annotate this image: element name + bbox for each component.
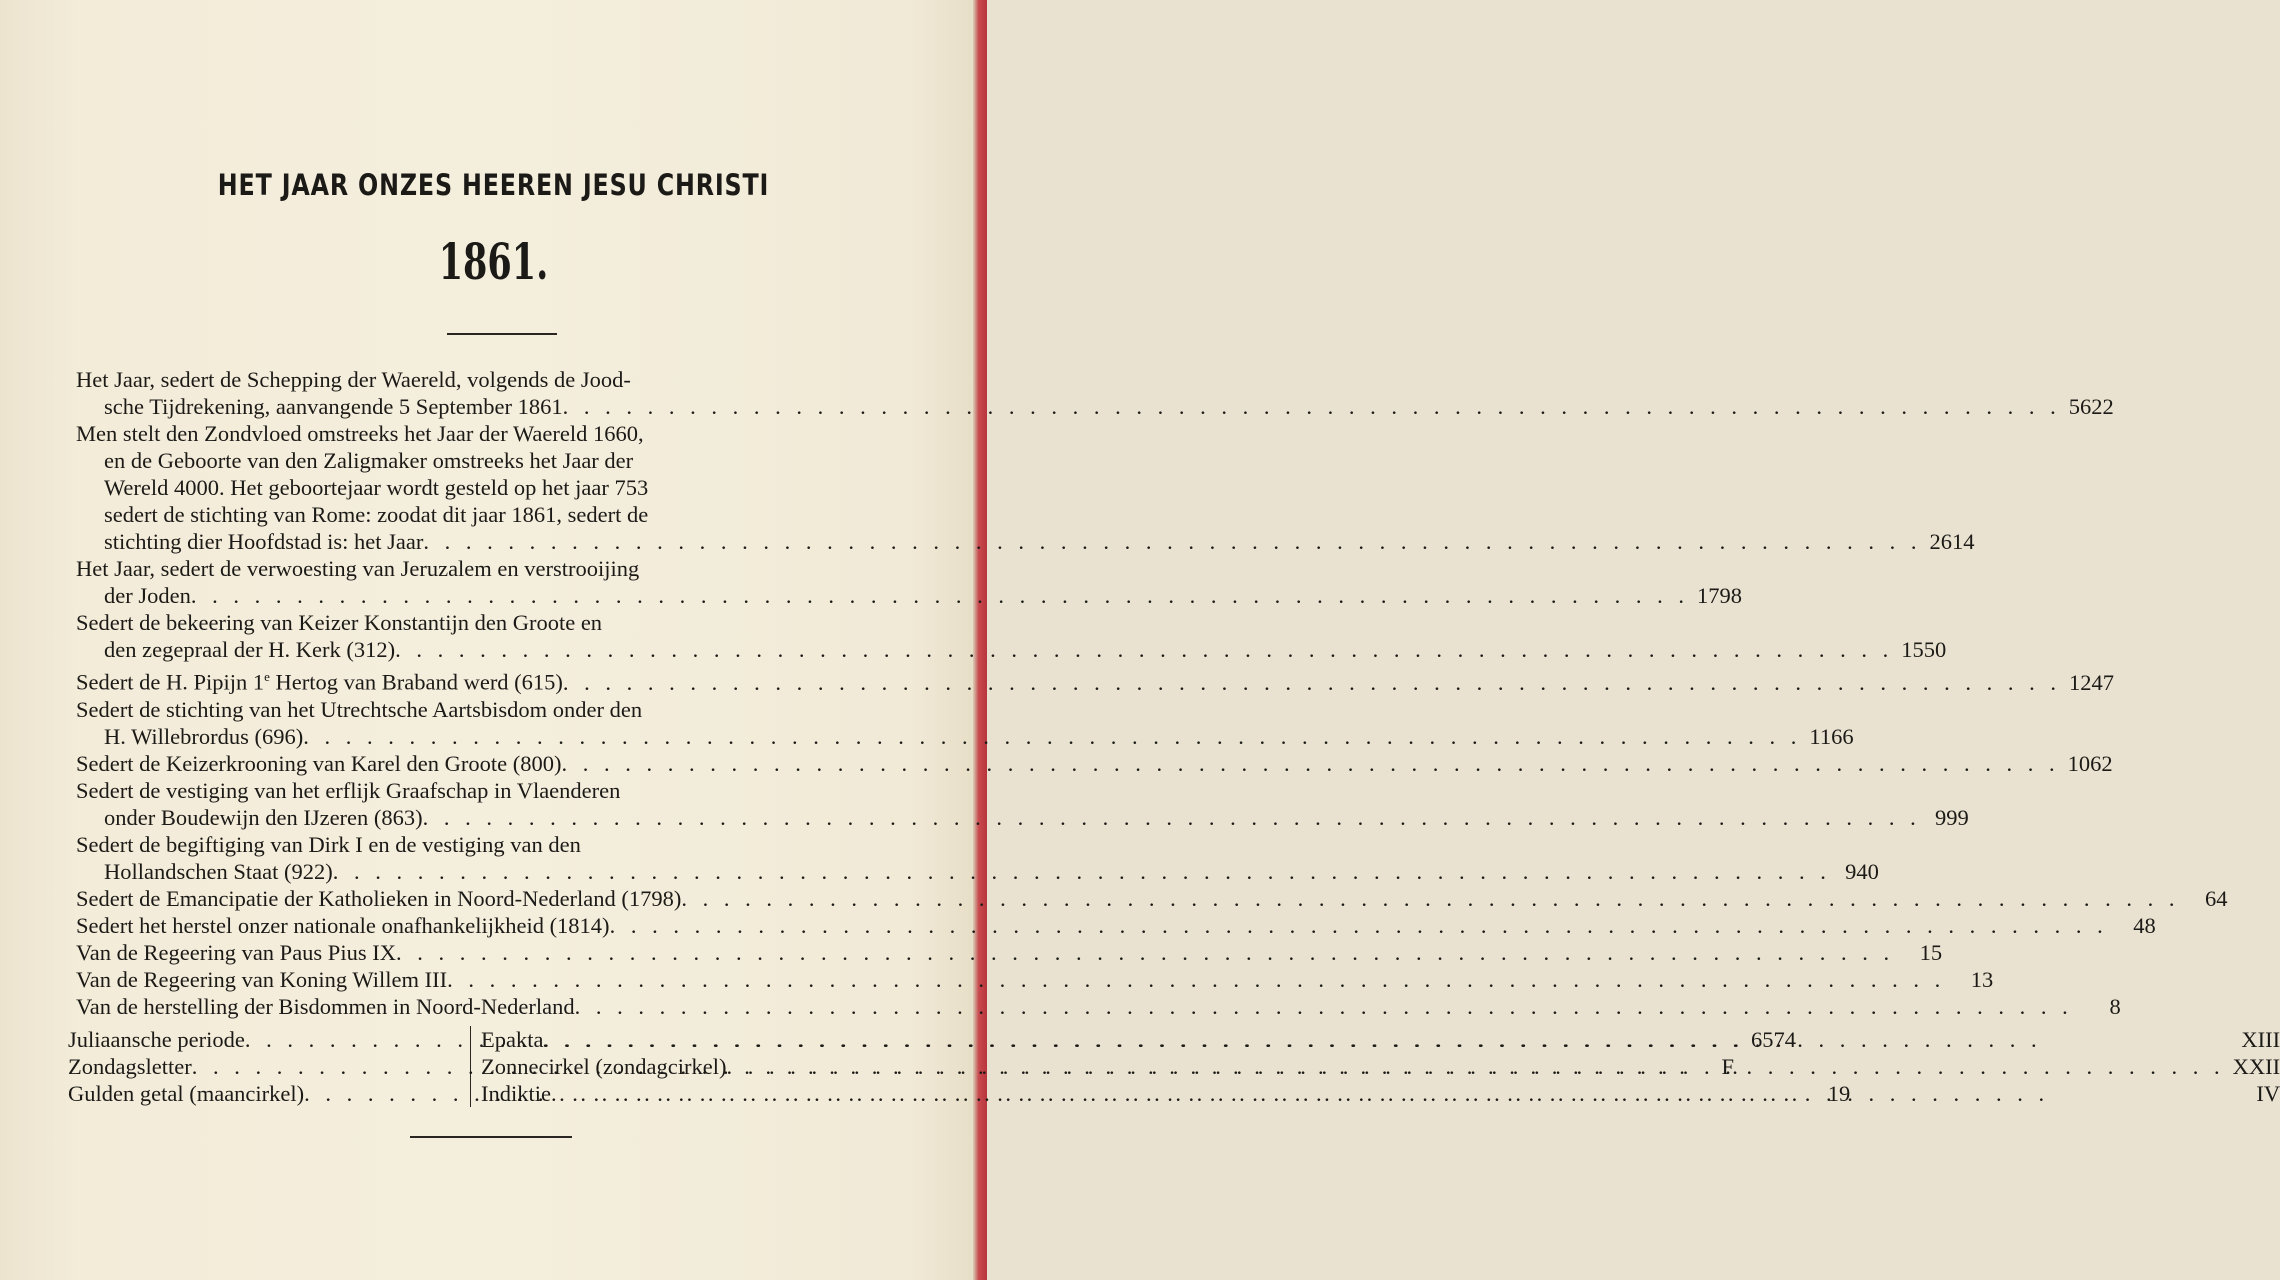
chronology-entry [76,663,2115,696]
bottom-divider [410,1136,572,1138]
entry-year-value: 999 [1935,804,1969,830]
chronology-entry [76,966,1994,993]
calendar-label: Juliaansche periode [68,1027,245,1052]
entry-year-value: 64 [2205,885,2228,911]
calendar-value: F. [1721,1054,1738,1079]
entry-last-line [76,939,1943,966]
chronology-entry [76,912,2156,939]
chronology-entry [76,609,1947,663]
entry-year-value: 1798 [1696,583,1742,608]
entry-text: Sedert het herstel onzer nationale onafhankelijkheid (1814) [76,912,610,938]
entry-last-line [76,723,1854,750]
entry-last-line [76,393,2114,420]
entry-line: Sedert de stichting van het Utrechtsche Aartsbisdom onder den [76,696,643,722]
page-title: HET JAAR ONZES HEEREN JESU CHRISTI [217,168,770,202]
entry-last-line [76,750,2113,777]
entry-year-value: 1247 [2069,669,2115,695]
leader-dots [543,1026,2232,1053]
entry-last-line [76,804,1969,831]
chronology-entry [76,831,1879,885]
entry-text: der Joden [104,583,191,608]
entry-year-value: 8 [2109,993,2121,1019]
entry-last-line [76,912,2156,939]
leader-dots [563,669,2061,696]
entry-line: Sedert de vestiging van het erflijk Graafschap in Vlaenderen [76,777,621,803]
leader-dots [563,393,2061,420]
entry-year-value: 5622 [2068,394,2114,419]
entry-text: Van de Regeering van Koning Willem III [76,966,448,992]
entry-text: Sedert de Emancipatie der Katholieken in Noord-Nederland (1798) [76,885,682,911]
entry-line: Sedert de bekeering van Keizer Konstantijn den Groote en [76,610,603,635]
entry-text [76,663,563,696]
chronology-entry [76,939,1943,966]
entry-year-value: 48 [2133,912,2156,938]
entry-last-line [76,582,1742,609]
leader-dots [191,582,1689,609]
chronology-entry [76,366,2114,420]
chronology-entry [76,420,1975,555]
calendar-label: Indiktie [481,1081,551,1106]
entry-last-line [76,858,1879,885]
leader-dots [447,966,1945,993]
entry-last-line [76,966,1994,993]
entry-year-value: 1166 [1809,723,1854,749]
calendar-row [481,1053,2280,1080]
chronology-entry [76,777,1969,831]
leader-dots [610,912,2108,939]
leader-dots [333,858,1831,885]
entry-text: stichting dier Hoofdstad is: het Jaar [104,529,424,554]
calendar-row [481,1080,2280,1107]
entry-line: Sedert de begiftiging van Dirk I en de vestiging van den [76,831,581,857]
entry-text: Van de herstelling der Bisdommen in Noord-Nederland [76,993,575,1019]
entry-text: Van de Regeering van Paus Pius IX [76,939,396,965]
leader-dots [561,750,2059,777]
entry-line: Het Jaar, sedert de Schepping der Waereld, volgends de Jood- [76,367,631,392]
entry-line: Het Jaar, sedert de verwoesting van Jeruzalem en verstrooijing [76,556,640,581]
calendar-value: XXII [2232,1054,2280,1079]
calendar-table [68,1026,2280,1107]
entry-year-value: 1062 [2067,750,2113,776]
leader-dots [575,993,2073,1020]
entry-last-line [76,885,2228,912]
calendar-value: 6574 [1750,1027,1796,1052]
entry-text: onder Boudewijn den IJzeren (863) [104,804,423,830]
chronology-list [76,366,2228,1020]
calendar-row [481,1026,2280,1053]
entry-text: den zegepraal der H. Kerk (312) [104,637,396,662]
entry-last-line [76,636,1947,663]
year-heading: 1861. [438,232,549,291]
chronology-entry [76,696,1854,750]
calendar-label: Gulden getal (maancirkel) [68,1081,305,1106]
entry-line: Wereld 4000. Het geboortejaar wordt gesteld op het jaar 753 [104,475,649,500]
chronology-entry [76,750,2113,777]
entry-text-prefix: Sedert de H. Pipijn 1 [76,669,265,695]
chronology-entry [76,993,2121,1020]
calendar-label: Zondagsletter [68,1054,192,1079]
leader-dots [423,804,1921,831]
chronology-entry [76,555,1742,609]
entry-year-value: 15 [1919,939,1943,965]
entry-text: sche Tijdrekening, aanvangende 5 September 1861 [104,394,563,419]
entry-last-line [76,663,2115,696]
leader-dots [396,939,1894,966]
entry-year-value: 1550 [1901,637,1947,662]
chronology-entry [76,885,2228,912]
leader-dots [303,723,1801,750]
entry-text: H. Willebrordus (696) [104,723,304,749]
calendar-label: Epakta [481,1027,544,1052]
calendar-value: IV [2256,1081,2280,1106]
entry-year-value: 2614 [1929,529,1975,554]
entry-year-value: 940 [1845,858,1879,884]
top-divider [447,333,557,335]
leader-dots [681,885,2179,912]
entry-text: Hollandschen Staat (922) [104,858,333,884]
calendar-value: 19 [1827,1081,1851,1106]
entry-text-rest: Hertog van Braband werd (615) [269,669,563,695]
leader-dots [395,636,1893,663]
entry-last-line [76,528,1975,555]
entry-year-value: 13 [1970,966,1994,992]
leader-dots [423,528,1921,555]
entry-text: Sedert de Keizerkrooning van Karel den Groote (800) [76,750,562,776]
calendar-value: XIII [2241,1027,2280,1052]
entry-line: en de Geboorte van den Zaligmaker omstreeks het Jaar der [104,448,634,473]
calendar-table-right [471,1026,2280,1107]
entry-line: Men stelt den Zondvloed omstreeks het Jaar der Waereld 1660, [76,421,644,446]
leader-dots [551,1080,2232,1107]
entry-line: sedert de stichting van Rome: zoodat dit jaar 1861, sedert de [104,502,649,527]
entry-superscript: e [264,669,270,684]
calendar-label: Zonnecirkel (zondagcirkel) [481,1054,727,1079]
entry-last-line [76,993,2121,1020]
leader-dots [727,1053,2225,1080]
